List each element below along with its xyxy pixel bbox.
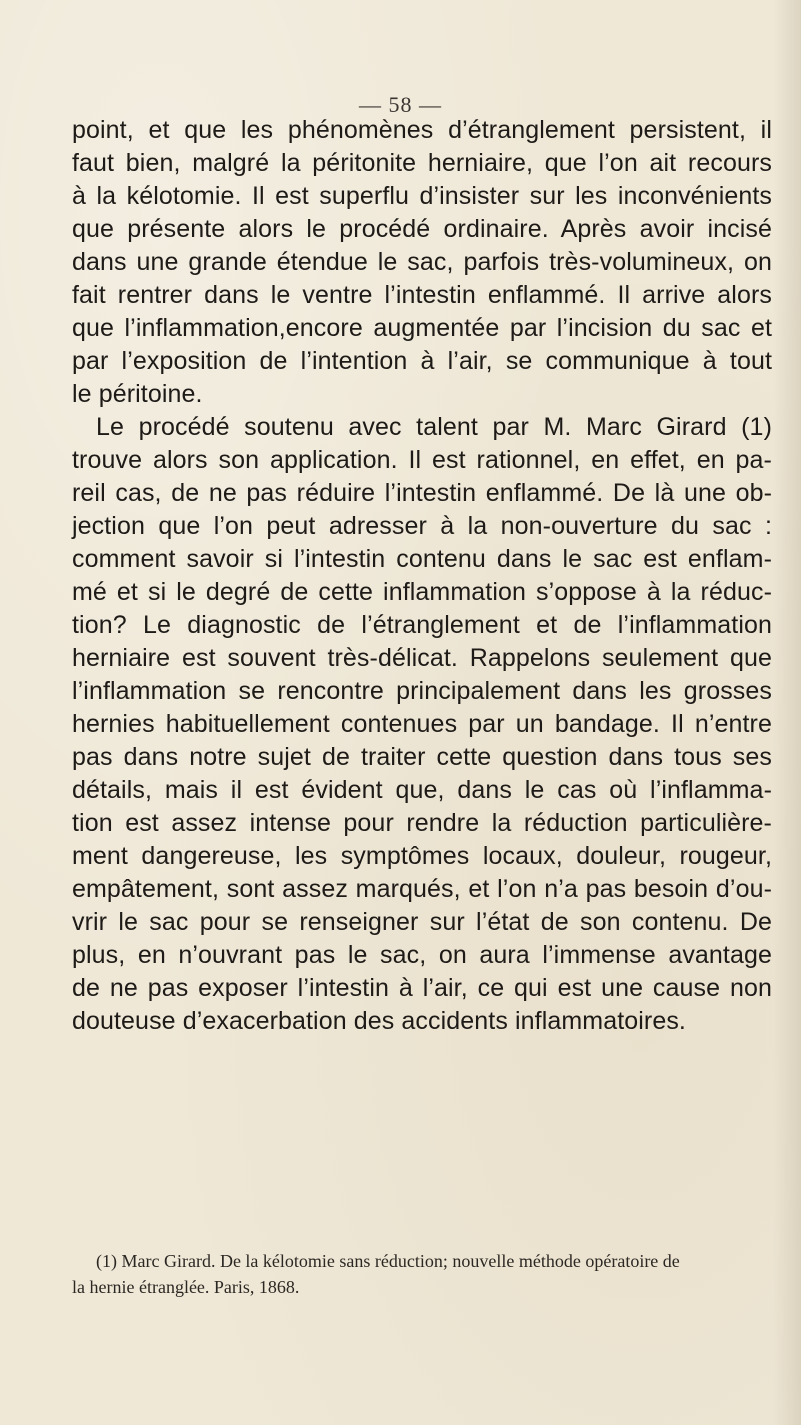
text-line: tion est assez intense pour rendre la réduction particulière- bbox=[72, 809, 772, 837]
text-line: le péritoine. bbox=[72, 380, 203, 408]
text-line: plus, en n’ouvrant pas le sac, on aura l’immense avantage bbox=[72, 941, 772, 969]
footnote-line: (1) Marc Girard. De la kélotomie sans réduction; nouvelle méthode opératoire de bbox=[96, 1251, 680, 1271]
text-line: empâtement, sont assez marqués, et l’on n’a pas besoin d’ou- bbox=[72, 875, 772, 903]
text-line: de ne pas exposer l’intestin à l’air, ce qui est une cause non bbox=[72, 974, 772, 1002]
text-line: Le procédé soutenu avec talent par M. Marc Girard (1) bbox=[96, 413, 772, 441]
text-line: tion? Le diagnostic de l’étranglement et de l’inflammation bbox=[72, 611, 772, 639]
page-edge-shadow bbox=[773, 0, 801, 1425]
text-line: trouve alors son application. Il est rationnel, en effet, en pa- bbox=[72, 446, 772, 474]
text-line: mé et si le degré de cette inflammation s’oppose à la réduc- bbox=[72, 578, 772, 606]
footnote-line: la hernie étranglée. Paris, 1868. bbox=[72, 1277, 300, 1297]
text-line: que présente alors le procédé ordinaire. Après avoir incisé bbox=[72, 215, 772, 243]
text-line: détails, mais il est évident que, dans le cas où l’inflamma- bbox=[72, 776, 772, 804]
text-line: vrir le sac pour se renseigner sur l’état de son contenu. De bbox=[72, 908, 772, 936]
text-line: point, et que les phénomènes d’étranglement persistent, il bbox=[72, 116, 772, 144]
footnote bbox=[72, 1248, 772, 1300]
text-line: comment savoir si l’intestin contenu dans le sac est enflam- bbox=[72, 545, 772, 573]
text-line: l’inflammation se rencontre principalement dans les grosses bbox=[72, 677, 772, 705]
text-line: à la kélotomie. Il est superflu d’insister sur les inconvénients bbox=[72, 182, 772, 210]
text-line: ment dangereuse, les symptômes locaux, douleur, rougeur, bbox=[72, 842, 772, 870]
text-line: reil cas, de ne pas réduire l’intestin enflammé. De là une ob- bbox=[72, 479, 772, 507]
page-number: — 58 — bbox=[359, 92, 442, 117]
text-line: dans une grande étendue le sac, parfois très-volumineux, on bbox=[72, 248, 772, 276]
text-line: douteuse d’exacerbation des accidents inflammatoires. bbox=[72, 1007, 686, 1035]
text-line: fait rentrer dans le ventre l’intestin enflammé. Il arrive alors bbox=[72, 281, 772, 309]
text-line: par l’exposition de l’intention à l’air, se communique à tout bbox=[72, 347, 772, 375]
text-line: jection que l’on peut adresser à la non-ouverture du sac : bbox=[72, 512, 772, 540]
text-line: hernies habituellement contenues par un bandage. Il n’entre bbox=[72, 710, 772, 738]
text-line: faut bien, malgré la péritonite herniaire, que l’on ait recours bbox=[72, 149, 772, 177]
body-text bbox=[72, 114, 772, 1038]
text-line: pas dans notre sujet de traiter cette question dans tous ses bbox=[72, 743, 772, 771]
text-line: herniaire est souvent très-délicat. Rappelons seulement que bbox=[72, 644, 772, 672]
text-line: que l’inflammation,encore augmentée par l’incision du sac et bbox=[72, 314, 772, 342]
